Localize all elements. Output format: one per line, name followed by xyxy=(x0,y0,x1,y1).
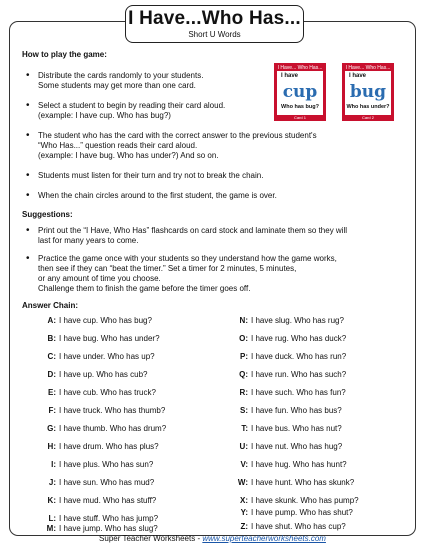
chain-text: I have under. Who has up? xyxy=(59,352,155,361)
footer-brand: Super Teacher Worksheets - xyxy=(99,534,203,543)
chain-text: I have sun. Who has mud? xyxy=(59,478,155,487)
footer xyxy=(0,534,425,543)
chain-letter: V: xyxy=(240,460,248,469)
card-number: Card 1 xyxy=(293,115,306,120)
chain-text: I have thumb. Who has drum? xyxy=(59,424,167,433)
chain-item xyxy=(44,370,148,380)
chain-letter: P: xyxy=(240,352,248,361)
chain-letter: X: xyxy=(240,496,248,505)
chain-text: I have mud. Who has stuff? xyxy=(59,496,157,505)
suggestion-bullet-1 xyxy=(22,226,402,246)
chain-item xyxy=(44,496,156,506)
chain-item xyxy=(236,460,347,470)
chain-text: I have drum. Who has plus? xyxy=(59,442,159,451)
chain-letter: I: xyxy=(51,460,56,469)
chain-item xyxy=(44,460,153,470)
card-number: Card 2 xyxy=(361,115,374,120)
bullet-line: • Students must listen for their turn and try not to break the chain. xyxy=(38,171,264,180)
bullet-line: • Practice the game once with your students so they understand how the game works, xyxy=(38,254,337,263)
chain-item xyxy=(236,370,346,380)
bullet-line: “Who Has...” question reads their card aloud. xyxy=(38,141,198,150)
bullet-line: • Select a student to begin by reading their card aloud. xyxy=(38,101,226,110)
chain-text: I have bug. Who has under? xyxy=(59,334,160,343)
how-to-heading: How to play the game: xyxy=(22,50,107,59)
chain-letter: Y: xyxy=(240,508,248,517)
chain-letter: E: xyxy=(48,388,56,397)
chain-letter: J: xyxy=(48,478,56,487)
chain-letter: F: xyxy=(48,406,56,415)
chain-text: I have duck. Who has run? xyxy=(251,352,347,361)
chain-letter: O: xyxy=(239,334,248,343)
chain-item xyxy=(236,478,354,488)
chain-letter: L: xyxy=(48,514,56,523)
bullet-line: then see if they can “beat the timer.” Set a timer for 2 minutes, 5 minutes, xyxy=(38,264,297,273)
chain-text: I have pump. Who has shut? xyxy=(251,508,353,517)
chain-item xyxy=(236,522,346,532)
answer-chain-heading: Answer Chain: xyxy=(22,301,79,310)
chain-text: I have stuff. Who has jump? xyxy=(59,514,159,523)
chain-item xyxy=(236,496,359,506)
chain-text: I have rug. Who has duck? xyxy=(251,334,347,343)
how-to-bullet-4 xyxy=(22,171,402,181)
chain-item xyxy=(44,406,165,416)
example-card-cup xyxy=(274,63,326,121)
chain-letter: B: xyxy=(47,334,56,343)
bullet-line: (example: I have cup. Who has bug?) xyxy=(38,111,171,120)
chain-letter: G: xyxy=(47,424,56,433)
card-header: I Have... Who Has... xyxy=(277,65,323,71)
chain-item xyxy=(44,478,154,488)
chain-letter: N: xyxy=(239,316,248,325)
suggestion-bullet-2 xyxy=(22,254,402,294)
chain-item xyxy=(236,442,342,452)
chain-text: I have jump. Who has slug? xyxy=(59,524,158,533)
chain-item xyxy=(44,524,158,534)
chain-letter: Q: xyxy=(239,370,248,379)
how-to-bullet-5 xyxy=(22,191,402,201)
card-word: cup xyxy=(282,82,318,102)
bullet-line: • The student who has the card with the correct answer to the previous student's xyxy=(38,131,317,140)
bullet-line: Challenge them to finish the game before the timer goes off. xyxy=(38,284,251,293)
example-card-bug xyxy=(342,63,394,121)
chain-item xyxy=(44,424,166,434)
chain-letter: D: xyxy=(47,370,56,379)
bullet-line: last for many years to come. xyxy=(38,236,139,245)
card-i-have: I have xyxy=(349,73,367,79)
chain-item xyxy=(236,508,353,518)
chain-item xyxy=(44,514,158,524)
card-who-has: Who has under? xyxy=(346,104,390,110)
chain-item xyxy=(44,316,152,326)
bullet-line: • Distribute the cards randomly to your students. xyxy=(38,71,204,80)
chain-item xyxy=(44,388,156,398)
chain-item xyxy=(44,442,159,452)
chain-item xyxy=(44,334,160,344)
chain-text: I have shut. Who has cup? xyxy=(251,522,346,531)
chain-text: I have nut. Who has hug? xyxy=(251,442,343,451)
chain-letter: T: xyxy=(241,424,248,433)
chain-letter: H: xyxy=(47,442,56,451)
chain-item xyxy=(236,334,346,344)
chain-text: I have hunt. Who has skunk? xyxy=(251,478,355,487)
chain-text: I have skunk. Who has pump? xyxy=(251,496,359,505)
bullet-line: or any amount of time you choose. xyxy=(38,274,161,283)
chain-letter: M: xyxy=(46,524,56,533)
bullet-line: Some students may get more than one card. xyxy=(38,81,196,90)
card-who-has: Who has bug? xyxy=(281,104,319,110)
chain-text: I have hug. Who has hunt? xyxy=(251,460,347,469)
chain-text: I have fun. Who has bus? xyxy=(251,406,342,415)
card-word: bug xyxy=(349,82,387,102)
chain-text: I have slug. Who has rug? xyxy=(251,316,344,325)
card-face xyxy=(277,71,323,115)
bullet-line: • When the chain circles around to the first student, the game is over. xyxy=(38,191,277,200)
how-to-bullet-3 xyxy=(22,131,402,161)
chain-letter: K: xyxy=(47,496,56,505)
footer-link[interactable]: www.superteacherworksheets.com xyxy=(202,534,326,543)
chain-letter: W: xyxy=(237,478,248,487)
chain-letter: S: xyxy=(240,406,248,415)
chain-item xyxy=(236,406,342,416)
chain-item xyxy=(44,352,155,362)
title-box xyxy=(125,5,304,43)
chain-letter: A: xyxy=(47,316,56,325)
chain-item xyxy=(236,388,346,398)
chain-text: I have cup. Who has bug? xyxy=(59,316,152,325)
chain-text: I have cub. Who has truck? xyxy=(59,388,156,397)
suggestions-heading: Suggestions: xyxy=(22,210,73,219)
chain-item xyxy=(236,352,346,362)
chain-letter: U: xyxy=(239,442,248,451)
chain-text: I have run. Who has such? xyxy=(251,370,347,379)
card-header: I Have... Who Has... xyxy=(345,65,391,71)
chain-letter: C: xyxy=(47,352,56,361)
chain-item xyxy=(236,424,342,434)
page-title: I Have...Who Has... xyxy=(128,8,301,29)
chain-text: I have bus. Who has nut? xyxy=(251,424,342,433)
chain-text: I have plus. Who has sun? xyxy=(59,460,154,469)
page-subtitle: Short U Words xyxy=(188,30,241,39)
bullet-line: • Print out the “I Have, Who Has” flashcards on card stock and laminate them so they will xyxy=(38,226,348,235)
chain-letter: R: xyxy=(239,388,248,397)
bullet-line: (example: I have bug. Who has under?) And so on. xyxy=(38,151,219,160)
chain-item xyxy=(236,316,344,326)
chain-text: I have such. Who has fun? xyxy=(251,388,346,397)
chain-text: I have up. Who has cub? xyxy=(59,370,148,379)
chain-text: I have truck. Who has thumb? xyxy=(59,406,166,415)
chain-letter: Z: xyxy=(240,522,248,531)
card-face xyxy=(345,71,391,115)
card-i-have: I have xyxy=(281,73,299,79)
